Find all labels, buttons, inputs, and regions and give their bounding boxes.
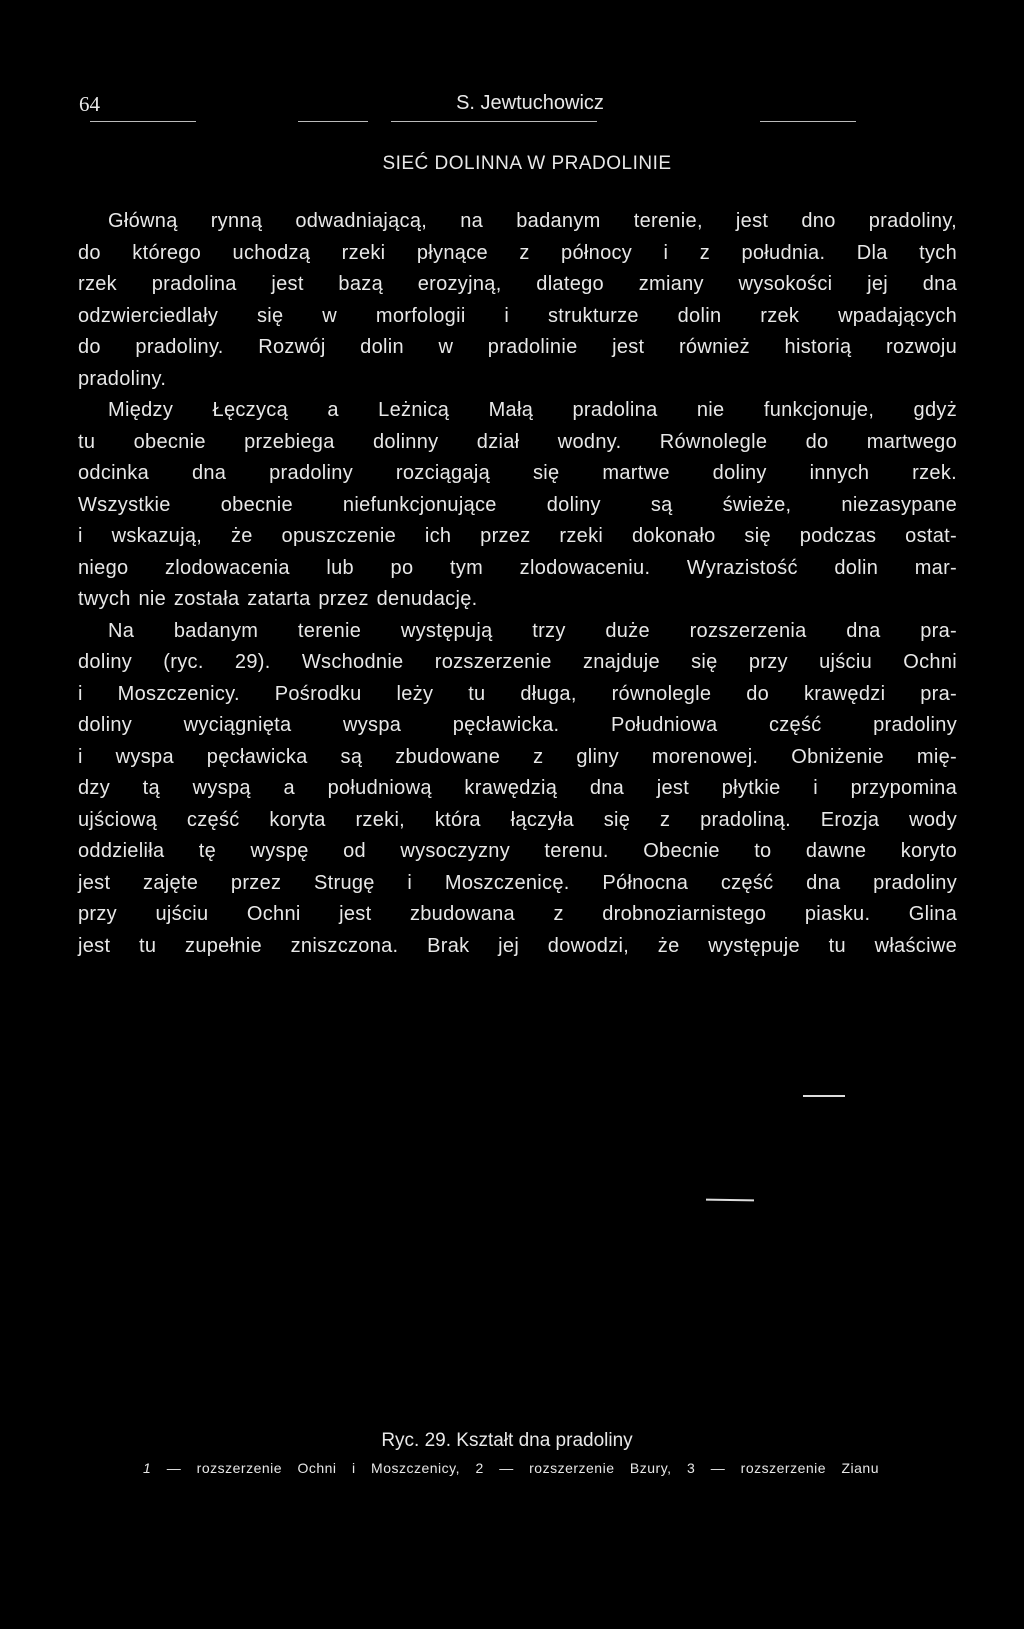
legend-number: 3 [687, 1460, 696, 1476]
text-line: Główną rynną odwadniającą, na badanym terenie, jest dno pradoliny, [108, 210, 957, 232]
text-line: i Moszczenicy. Pośrodku leży tu długa, równolegle do krawędzi pra- [78, 682, 957, 705]
text-line: do pradoliny. Rozwój dolin w pradolinie jest również historią rozwoju [78, 336, 957, 358]
text-line: Wszystkie obecnie niefunkcjonujące doliny są świeże, niezasypane [78, 493, 957, 516]
figure-line-mark [706, 1199, 754, 1202]
text-line: doliny wyciągnięta wyspa pęcławicka. Południowa część pradoliny [78, 714, 957, 736]
legend-text: — rozszerzenie Zianu [710, 1460, 879, 1476]
figure-line-mark [803, 1095, 845, 1097]
running-head: S. Jewtuchowicz [456, 92, 604, 114]
text-line: do którego uchodzą rzeki płynące z północy i z południa. Dla tych [78, 241, 957, 264]
header-rule [298, 121, 368, 122]
text-line: rzek pradolina jest bazą erozyjną, dlatego zmiany wysokości jej dna [78, 273, 957, 295]
text-line: jest tu zupełnie zniszczona. Brak jej dowodzi, że występuje tu właściwe [78, 934, 957, 957]
text-line: odzwierciedlały się w morfologii i strukturze dolin rzek wpadających [78, 304, 957, 327]
text-line: tu obecnie przebiega dolinny dział wodny. Równolegle do martwego [78, 430, 957, 453]
text-line: doliny (ryc. 29). Wschodnie rozszerzenie znajduje się przy ujściu Ochni [78, 651, 957, 673]
header-rule [391, 121, 597, 122]
figure-legend [143, 1460, 879, 1476]
text-line: twych nie została zatarta przez denudację. [78, 588, 478, 610]
legend-text: — rozszerzenie Ochni i Moszczenicy, [166, 1460, 461, 1476]
page-number: 64 [79, 92, 100, 116]
section-title: SIEĆ DOLINNA W PRADOLINIE [382, 153, 672, 174]
text-line: przy ujściu Ochni jest zbudowana z drobnoziarnistego piasku. Glina [78, 903, 957, 925]
legend-number: 1 [143, 1460, 152, 1476]
legend-number: 2 [475, 1460, 484, 1476]
text-line: pradoliny. [78, 367, 167, 390]
text-line: Na badanym terenie występują trzy duże rozszerzenia dna pra- [108, 619, 957, 642]
text-line: niego zlodowacenia lub po tym zlodowaceniu. Wyrazistość dolin mar- [78, 556, 957, 579]
header-rule [760, 121, 856, 122]
text-line: Między Łęczycą a Leżnicą Małą pradolina nie funkcjonuje, gdyż [108, 399, 957, 421]
text-line: ujściową część koryta rzeki, która łączyła się z pradoliną. Erozja wody [78, 808, 957, 831]
header-rule [90, 121, 196, 122]
text-line: odcinka dna pradoliny rozciągają się martwe doliny innych rzek. [78, 462, 957, 484]
text-line: oddzieliła tę wyspę od wysoczyzny terenu. Obecnie to dawne koryto [78, 840, 957, 862]
text-line: dzy tą wyspą a południową krawędzią dna jest płytkie i przypomina [78, 777, 957, 799]
figure-caption: Ryc. 29. Kształt dna pradoliny [381, 1430, 633, 1451]
text-line: jest zajęte przez Strugę i Moszczenicę. Północna część dna pradoliny [78, 871, 957, 894]
legend-text: — rozszerzenie Bzury, [499, 1460, 672, 1476]
text-line: i wskazują, że opuszczenie ich przez rzeki dokonało się podczas ostat- [78, 525, 957, 547]
text-line: i wyspa pęcławicka są zbudowane z gliny morenowej. Obniżenie mię- [78, 745, 957, 768]
